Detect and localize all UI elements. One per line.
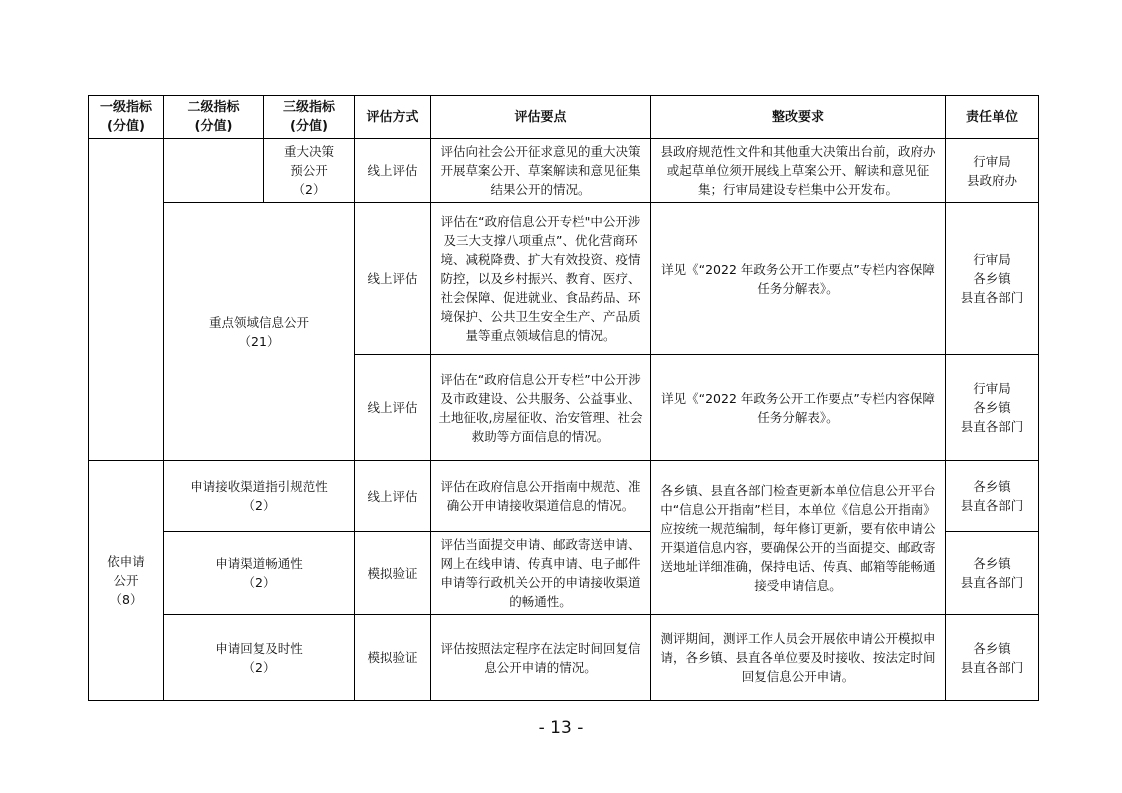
table-row [89,139,1039,203]
points-cell: 评估在“政府信息公开专栏”中公开涉及市政建设、公共服务、公益事业、土地征收,房屋征收、治安管理、社会救助等方面信息的情况。 [431,355,651,461]
requirements-cell: 各乡镇、县直各部门检查更新本单位信息公开平台中“信息公开指南”栏目，本单位《信息公开指南》应按统一规范编制，每年修订更新，要有依申请公开渠道信息内容，要确保公开的当面提交、邮政寄送地址详细准确，保持电话、传真、邮箱等能畅通接受申请信息。 [651,461,946,615]
header-level1: 一级指标 (分值) [89,96,164,139]
unit-cell: 各乡镇 县直各部门 [946,461,1039,532]
points-cell: 评估在“政府信息公开专栏"中公开涉及三大支撑八项重点”、优化营商环境、减税降费、扩大有效投资、疫情防控，以及乡村振兴、教育、医疗、社会保障、促进就业、食品药品、环境保护、公共卫生安全生产、产品质量等重点领域信息的情况。 [431,203,651,355]
table-row [89,615,1039,701]
method-cell: 线上评估 [355,355,431,461]
unit-cell: 行审局 各乡镇 县直各部门 [946,203,1039,355]
header-level2: 二级指标 (分值) [164,96,264,139]
points-cell: 评估在政府信息公开指南中规范、准确公开申请接收渠道信息的情况。 [431,461,651,532]
level1-cell: 依申请 公开 （8） [89,461,164,701]
level2-cell: 申请渠道畅通性 （2） [164,532,355,615]
level1-cell-empty [89,139,164,461]
level2-cell: 申请接收渠道指引规范性 （2） [164,461,355,532]
requirements-cell: 详见《“2022 年政务公开工作要点”专栏内容保障任务分解表》。 [651,203,946,355]
level2-cell: 重点领域信息公开 （21） [164,203,355,461]
table-row [89,461,1039,532]
level3-cell: 重大决策 预公开 （2） [264,139,355,203]
requirements-cell: 详见《“2022 年政务公开工作要点”专栏内容保障任务分解表》。 [651,355,946,461]
unit-cell: 各乡镇 县直各部门 [946,615,1039,701]
method-cell: 模拟验证 [355,615,431,701]
requirements-cell: 测评期间，测评工作人员会开展依申请公开模拟申请，各乡镇、县直各单位要及时接收、按法定时间回复信息公开申请。 [651,615,946,701]
page-number: - 13 - [538,718,584,738]
evaluation-table [88,95,1039,701]
method-cell: 线上评估 [355,139,431,203]
level2-cell-empty [164,139,264,203]
method-cell: 线上评估 [355,203,431,355]
header-points: 评估要点 [431,96,651,139]
header-method: 评估方式 [355,96,431,139]
header-unit: 责任单位 [946,96,1039,139]
header-requirements: 整改要求 [651,96,946,139]
unit-cell: 行审局 各乡镇 县直各部门 [946,355,1039,461]
unit-cell: 行审局 县政府办 [946,139,1039,203]
points-cell: 评估当面提交申请、邮政寄送申请、网上在线申请、传真申请、电子邮件申请等行政机关公开的申请接收渠道的畅通性。 [431,532,651,615]
header-row [89,96,1039,139]
method-cell: 线上评估 [355,461,431,532]
method-cell: 模拟验证 [355,532,431,615]
header-level3: 三级指标 (分值) [264,96,355,139]
unit-cell: 各乡镇 县直各部门 [946,532,1039,615]
table-row [89,203,1039,355]
requirements-cell: 县政府规范性文件和其他重大决策出台前，政府办或起草单位须开展线上草案公开、解读和意见征集；行审局建设专栏集中公开发布。 [651,139,946,203]
points-cell: 评估向社会公开征求意见的重大决策开展草案公开、草案解读和意见征集结果公开的情况。 [431,139,651,203]
level2-cell: 申请回复及时性 （2） [164,615,355,701]
points-cell: 评估按照法定程序在法定时间回复信息公开申请的情况。 [431,615,651,701]
